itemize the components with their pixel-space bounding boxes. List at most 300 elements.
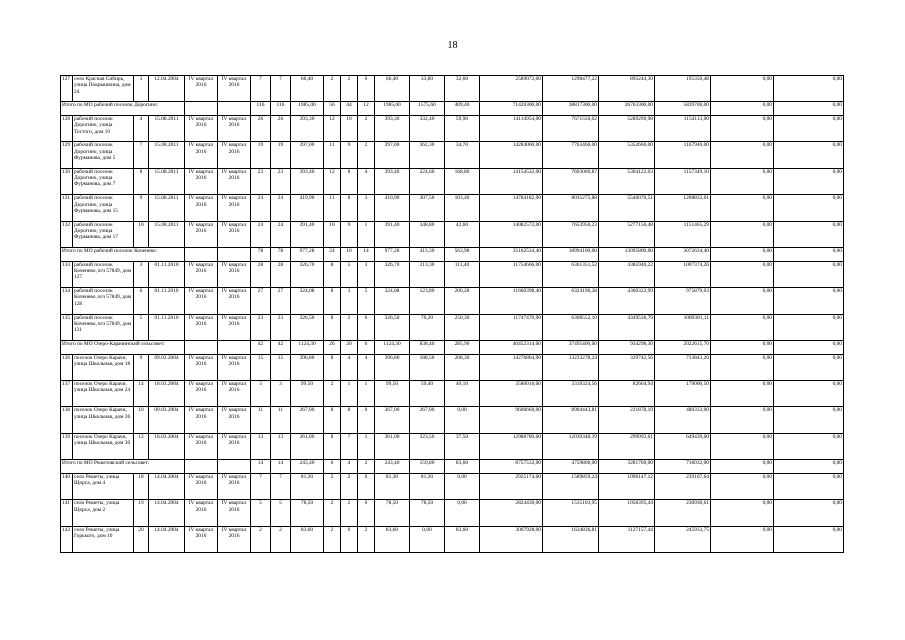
cost-total-cell: 2589072,00 [480, 76, 543, 102]
housing-register-table [60, 75, 844, 553]
municipal-apartments-cell: 2 [341, 473, 358, 499]
apartments-count-cell: 3 [251, 380, 271, 406]
area-private-cell: 59,90 [445, 116, 480, 142]
area-total-cell: 396,80 [291, 354, 324, 380]
subtotal-label-cell: Итого по МО Решетовский сельсовет: [61, 460, 185, 474]
address-cell: поселок Озеро Карачи, улица Школьная, дом 24 [73, 380, 134, 406]
apartments-count-cell: 28 [251, 261, 271, 287]
empty-cell [218, 248, 251, 262]
area-municipal-cell: 159,80 [410, 460, 445, 474]
date-cell: 15.08.2011 [149, 168, 185, 194]
table-row [61, 288, 844, 314]
area-municipal-cell: 1575,60 [410, 102, 445, 116]
local-budget-cell: 1167940,00 [655, 142, 711, 168]
resettled-apartments-cell: 24 [324, 248, 341, 262]
regional-budget-cell: 5289290,98 [599, 116, 655, 142]
row-number-cell: 139 [61, 433, 73, 459]
area-resettled-cell: 326,50 [375, 314, 410, 340]
extra-2-cell: 0,00 [774, 407, 844, 433]
actual-quarter-cell: IV квартал 2016 [218, 116, 251, 142]
cost-total-cell: 3007928,00 [480, 526, 543, 552]
apartments-count-cell: 7 [251, 473, 271, 499]
private-apartments-cell: 2 [358, 460, 375, 474]
fund-contribution-cell: 6324196,38 [543, 288, 599, 314]
area-resettled-cell: 393,40 [375, 168, 410, 194]
doc-number-cell: 7 [134, 142, 149, 168]
area-private-cell: 563,98 [445, 248, 480, 262]
extra-1-cell: 0,00 [711, 473, 774, 499]
planned-quarter-cell: IV квартал 2016 [185, 407, 218, 433]
resettled-apartments-cell: 8 [324, 354, 341, 380]
fund-contribution-cell: 18994100,00 [543, 248, 599, 262]
area-municipal-cell: 413,30 [410, 248, 445, 262]
apartments-count-cell: 15 [251, 354, 271, 380]
date-cell: 15.08.2011 [149, 116, 185, 142]
area-resettled-cell: 326,70 [375, 261, 410, 287]
actual-quarter-cell: IV квартал 2016 [218, 142, 251, 168]
area-resettled-cell: 977,28 [375, 248, 410, 262]
residents-count-cell: 7 [271, 76, 291, 102]
actual-quarter-cell: IV квартал 2016 [218, 380, 251, 406]
extra-1-cell: 0,00 [711, 340, 774, 354]
private-apartments-cell: 12 [358, 102, 375, 116]
actual-quarter-cell: IV квартал 2016 [218, 473, 251, 499]
residents-count-cell: 13 [271, 433, 291, 459]
cost-total-cell: 3580010,00 [480, 380, 543, 406]
private-apartments-cell: 1 [358, 433, 375, 459]
address-cell: рабочий поселок Коченево, в/ч 57849, дом 127 [73, 261, 134, 287]
apartments-count-cell: 24 [251, 195, 271, 221]
date-cell: 15.08.2011 [149, 195, 185, 221]
regional-budget-cell: 329742,56 [599, 354, 655, 380]
table-row [61, 500, 844, 526]
fund-contribution-cell: 12039348,39 [543, 433, 599, 459]
empty-cell [218, 102, 251, 116]
actual-quarter-cell: IV квартал 2016 [218, 221, 251, 247]
area-total-cell: 391,40 [291, 221, 324, 247]
fund-contribution-cell: 37495400,00 [543, 340, 599, 354]
fund-contribution-cell: 7763460,00 [543, 142, 599, 168]
local-budget-cell: 195350,48 [655, 76, 711, 102]
address-cell: село Решеты, улица Горького, дом 10 [73, 526, 134, 552]
private-apartments-cell: 2 [358, 142, 375, 168]
area-total-cell: 324,08 [291, 288, 324, 314]
residents-count-cell: 116 [271, 102, 291, 116]
planned-quarter-cell: IV квартал 2016 [185, 142, 218, 168]
cost-total-cell: 14784182,00 [480, 195, 543, 221]
row-number-cell: 136 [61, 354, 73, 380]
extra-2-cell: 0,00 [774, 248, 844, 262]
area-resettled-cell: 81,30 [375, 473, 410, 499]
area-resettled-cell: 99,50 [375, 380, 410, 406]
private-apartments-cell: 0 [358, 76, 375, 102]
cost-total-cell: 8757532,00 [480, 460, 543, 474]
extra-2-cell: 0,00 [774, 460, 844, 474]
area-total-cell: 410,90 [291, 195, 324, 221]
local-budget-cell: 1157349,10 [655, 168, 711, 194]
row-number-cell: 132 [61, 221, 73, 247]
extra-1-cell: 0,00 [711, 314, 774, 340]
empty-cell [185, 248, 218, 262]
private-apartments-cell: 2 [358, 116, 375, 142]
area-total-cell: 66,40 [291, 76, 324, 102]
cost-total-cell: 14114954,00 [480, 116, 543, 142]
municipal-apartments-cell: 44 [341, 102, 358, 116]
fund-contribution-cell: 6361351,52 [543, 261, 599, 287]
municipal-apartments-cell: 0 [341, 526, 358, 552]
area-municipal-cell: 33,80 [410, 76, 445, 102]
local-budget-cell: 1007374,26 [655, 261, 711, 287]
resettled-apartments-cell: 8 [324, 261, 341, 287]
area-municipal-cell: 188,50 [410, 354, 445, 380]
area-total-cell: 977,28 [291, 248, 324, 262]
area-total-cell: 326,70 [291, 261, 324, 287]
private-apartments-cell: 0 [358, 473, 375, 499]
apartments-count-cell: 14 [251, 460, 271, 474]
doc-number-cell: 18 [134, 473, 149, 499]
date-cell: 09.03.2004 [149, 407, 185, 433]
fund-contribution-cell: 1589859,24 [543, 473, 599, 499]
area-private-cell: 168,80 [445, 168, 480, 194]
apartments-count-cell: 13 [251, 433, 271, 459]
table-row [61, 116, 844, 142]
area-private-cell: 42,60 [445, 221, 480, 247]
doc-number-cell: 5 [134, 314, 149, 340]
municipal-apartments-cell: 9 [341, 142, 358, 168]
address-cell: поселок Озеро Карачи, улица Школьная, дом 18 [73, 354, 134, 380]
actual-quarter-cell: IV квартал 2016 [218, 407, 251, 433]
date-cell: 14.04.2004 [149, 526, 185, 552]
municipal-apartments-cell: 1 [341, 380, 358, 406]
area-municipal-cell: 213,30 [410, 261, 445, 287]
page-number: 18 [447, 40, 458, 51]
regional-budget-cell: 5277156,48 [599, 221, 655, 247]
regional-budget-cell: 221878,19 [599, 407, 655, 433]
actual-quarter-cell: IV квартал 2016 [218, 354, 251, 380]
residents-count-cell: 5 [271, 500, 291, 526]
cost-total-cell: 14154532,00 [480, 168, 543, 194]
local-budget-cell: 649439,00 [655, 433, 711, 459]
residents-count-cell: 28 [271, 261, 291, 287]
planned-quarter-cell: IV квартал 2016 [185, 433, 218, 459]
area-resettled-cell: 324,08 [375, 288, 410, 314]
local-budget-cell: 179000,50 [655, 380, 711, 406]
date-cell: 01.11.2010 [149, 288, 185, 314]
extra-1-cell: 0,00 [711, 195, 774, 221]
area-municipal-cell: 838,40 [410, 340, 445, 354]
resettled-apartments-cell: 2 [324, 500, 341, 526]
private-apartments-cell: 1 [358, 380, 375, 406]
doc-number-cell: 10 [134, 407, 149, 433]
subtotal-label-cell: Итого по МО Озеро-Карачинский сельсовет: [61, 340, 185, 354]
extra-1-cell: 0,00 [711, 433, 774, 459]
row-number-cell: 140 [61, 473, 73, 499]
apartments-count-cell: 23 [251, 314, 271, 340]
extra-2-cell: 0,00 [774, 340, 844, 354]
cost-total-cell: 2925174,00 [480, 473, 543, 499]
extra-1-cell: 0,00 [711, 76, 774, 102]
apartments-count-cell: 27 [251, 288, 271, 314]
fund-contribution-cell: 6308552,10 [543, 314, 599, 340]
planned-quarter-cell: IV квартал 2016 [185, 221, 218, 247]
cost-total-cell: 9606660,00 [480, 407, 543, 433]
resettled-apartments-cell: 12 [324, 116, 341, 142]
extra-1-cell: 0,00 [711, 288, 774, 314]
extra-1-cell: 0,00 [711, 354, 774, 380]
extra-1-cell: 0,00 [711, 500, 774, 526]
date-cell: 15.08.2011 [149, 221, 185, 247]
area-municipal-cell: 267,00 [410, 407, 445, 433]
date-cell: 01.11.2010 [149, 314, 185, 340]
private-apartments-cell: 5 [358, 288, 375, 314]
cost-total-cell: 11747470,00 [480, 314, 543, 340]
municipal-apartments-cell: 7 [341, 433, 358, 459]
fund-contribution-cell: 7653950,23 [543, 221, 599, 247]
actual-quarter-cell: IV квартал 2016 [218, 288, 251, 314]
empty-cell [185, 340, 218, 354]
extra-2-cell: 0,00 [774, 221, 844, 247]
actual-quarter-cell: IV квартал 2016 [218, 76, 251, 102]
extra-2-cell: 0,00 [774, 473, 844, 499]
row-number-cell: 135 [61, 314, 73, 340]
resettled-apartments-cell: 10 [324, 221, 341, 247]
subtotal-row [61, 460, 844, 474]
area-municipal-cell: 81,30 [410, 473, 445, 499]
private-apartments-cell: 4 [358, 354, 375, 380]
row-number-cell: 127 [61, 76, 73, 102]
extra-1-cell: 0,00 [711, 221, 774, 247]
resettled-apartments-cell: 2 [324, 76, 341, 102]
municipal-apartments-cell: 20 [341, 340, 358, 354]
fund-contribution-cell: 13233278,24 [543, 354, 599, 380]
municipal-apartments-cell: 8 [341, 195, 358, 221]
fund-contribution-cell: 1634836,81 [543, 526, 599, 552]
private-apartments-cell: 6 [358, 314, 375, 340]
actual-quarter-cell: IV квартал 2016 [218, 526, 251, 552]
private-apartments-cell: 6 [358, 340, 375, 354]
area-private-cell: 250,30 [445, 314, 480, 340]
extra-2-cell: 0,00 [774, 261, 844, 287]
extra-1-cell: 0,00 [711, 102, 774, 116]
regional-budget-cell: 13095800,00 [599, 248, 655, 262]
address-cell: рабочий поселок Дорогино, улица Фурманова, дом 17 [73, 221, 134, 247]
address-cell: рабочий поселок Коченево, в/ч 57849, дом 131 [73, 314, 134, 340]
table-row [61, 380, 844, 406]
doc-number-cell: 4 [134, 116, 149, 142]
area-private-cell: 103,40 [445, 195, 480, 221]
cost-total-cell: 71420300,00 [480, 102, 543, 116]
regional-budget-cell: 5540070,51 [599, 195, 655, 221]
extra-2-cell: 0,00 [774, 500, 844, 526]
resettled-apartments-cell: 6 [324, 460, 341, 474]
date-cell: 12.04.2004 [149, 76, 185, 102]
area-resettled-cell: 410,90 [375, 195, 410, 221]
regional-budget-cell: 934298,30 [599, 340, 655, 354]
residents-count-cell: 7 [271, 473, 291, 499]
empty-cell [218, 460, 251, 474]
area-private-cell: 37,50 [445, 433, 480, 459]
cost-total-cell: 11660398,40 [480, 288, 543, 314]
municipal-apartments-cell: 2 [341, 314, 358, 340]
area-private-cell: 285,90 [445, 340, 480, 354]
area-total-cell: 326,50 [291, 314, 324, 340]
cost-total-cell: 2824430,00 [480, 500, 543, 526]
resettled-apartments-cell: 8 [324, 433, 341, 459]
residents-count-cell: 3 [271, 380, 291, 406]
local-budget-cell: 3072634,40 [655, 248, 711, 262]
doc-number-cell: 19 [134, 500, 149, 526]
municipal-apartments-cell: 9 [341, 221, 358, 247]
fund-contribution-cell: 8035275,88 [543, 195, 599, 221]
area-private-cell: 34,70 [445, 142, 480, 168]
regional-budget-cell: 1058395,44 [599, 500, 655, 526]
area-total-cell: 1124,30 [291, 340, 324, 354]
cost-total-cell: 40452314,00 [480, 340, 543, 354]
extra-1-cell: 0,00 [711, 526, 774, 552]
private-apartments-cell: 3 [358, 261, 375, 287]
area-private-cell: 0,00 [445, 500, 480, 526]
extra-2-cell: 0,00 [774, 168, 844, 194]
row-number-cell: 137 [61, 380, 73, 406]
regional-budget-cell: 1127157,44 [599, 526, 655, 552]
doc-number-cell: 9 [134, 195, 149, 221]
area-private-cell: 200,28 [445, 288, 480, 314]
address-cell: рабочий поселок Коченево, в/ч 57849, дом 128 [73, 288, 134, 314]
residents-count-cell: 11 [271, 407, 291, 433]
date-cell: 09.03.2004 [149, 354, 185, 380]
area-resettled-cell: 66,40 [375, 76, 410, 102]
fund-contribution-cell: 3318324,56 [543, 380, 599, 406]
table-row [61, 261, 844, 287]
extra-1-cell: 0,00 [711, 261, 774, 287]
fund-contribution-cell: 38817300,00 [543, 102, 599, 116]
residents-count-cell: 26 [271, 116, 291, 142]
area-resettled-cell: 243,40 [375, 460, 410, 474]
fund-contribution-cell: 1535103,95 [543, 500, 599, 526]
municipal-apartments-cell: 8 [341, 168, 358, 194]
area-private-cell: 83,60 [445, 526, 480, 552]
date-cell: 18.03.2004 [149, 380, 185, 406]
planned-quarter-cell: IV квартал 2016 [185, 314, 218, 340]
municipal-apartments-cell: 4 [341, 354, 358, 380]
local-budget-cell: 713843,20 [655, 354, 711, 380]
cost-total-cell: 14082572,00 [480, 221, 543, 247]
resettled-apartments-cell: 11 [324, 142, 341, 168]
local-budget-cell: 975879,03 [655, 288, 711, 314]
doc-number-cell: 6 [134, 288, 149, 314]
regional-budget-cell: 895244,30 [599, 76, 655, 102]
row-number-cell: 141 [61, 500, 73, 526]
extra-2-cell: 0,00 [774, 288, 844, 314]
regional-budget-cell: 1096147,12 [599, 473, 655, 499]
extra-1-cell: 0,00 [711, 116, 774, 142]
actual-quarter-cell: IV квартал 2016 [218, 195, 251, 221]
residents-count-cell: 78 [271, 248, 291, 262]
actual-quarter-cell: IV квартал 2016 [218, 314, 251, 340]
area-resettled-cell: 267,00 [375, 407, 410, 433]
extra-1-cell: 0,00 [711, 248, 774, 262]
apartments-count-cell: 26 [251, 116, 271, 142]
area-municipal-cell: 123,80 [410, 288, 445, 314]
municipal-apartments-cell: 3 [341, 288, 358, 314]
address-cell: рабочий поселок Дорогино, улица Тостого, дом 10 [73, 116, 134, 142]
area-resettled-cell: 396,80 [375, 354, 410, 380]
area-municipal-cell: 362,30 [410, 142, 445, 168]
regional-budget-cell: 5352660,00 [599, 142, 655, 168]
resettled-apartments-cell: 8 [324, 288, 341, 314]
extra-2-cell: 0,00 [774, 116, 844, 142]
regional-budget-cell: 3281700,00 [599, 460, 655, 474]
apartments-count-cell: 5 [251, 500, 271, 526]
fund-contribution-cell: 1298477,22 [543, 76, 599, 102]
row-number-cell: 138 [61, 407, 73, 433]
area-total-cell: 267,00 [291, 407, 324, 433]
doc-number-cell: 20 [134, 526, 149, 552]
local-budget-cell: 1208832,61 [655, 195, 711, 221]
local-budget-cell: 1151465,29 [655, 221, 711, 247]
residents-count-cell: 19 [271, 142, 291, 168]
date-cell: 14.04.2004 [149, 500, 185, 526]
doc-number-cell: 10 [134, 221, 149, 247]
table-row [61, 526, 844, 552]
area-municipal-cell: 0,00 [410, 526, 445, 552]
extra-1-cell: 0,00 [711, 460, 774, 474]
area-total-cell: 393,30 [291, 116, 324, 142]
subtotal-label-cell: Итого по МО рабочий поселок Дорогино: [61, 102, 185, 116]
extra-1-cell: 0,00 [711, 142, 774, 168]
extra-1-cell: 0,00 [711, 168, 774, 194]
private-apartments-cell: 0 [358, 500, 375, 526]
resettled-apartments-cell: 26 [324, 340, 341, 354]
address-cell: рабочий поселок Дорогино, улица Фурманова, дом 15 [73, 195, 134, 221]
table-row [61, 354, 844, 380]
row-number-cell: 128 [61, 116, 73, 142]
address-cell: село Решеты, улица Щорса, дом 4 [73, 473, 134, 499]
municipal-apartments-cell: 10 [341, 248, 358, 262]
private-apartments-cell: 4 [358, 168, 375, 194]
municipal-apartments-cell: 2 [341, 76, 358, 102]
extra-2-cell: 0,00 [774, 354, 844, 380]
row-number-cell: 131 [61, 195, 73, 221]
private-apartments-cell: 2 [358, 526, 375, 552]
area-private-cell: 0,00 [445, 407, 480, 433]
table-row [61, 221, 844, 247]
area-total-cell: 243,40 [291, 460, 324, 474]
apartments-count-cell: 42 [251, 340, 271, 354]
area-private-cell: 0,00 [445, 473, 480, 499]
area-total-cell: 81,30 [291, 473, 324, 499]
residents-count-cell: 27 [271, 288, 291, 314]
actual-quarter-cell: IV квартал 2016 [218, 433, 251, 459]
date-cell: 01.11.2010 [149, 261, 185, 287]
area-total-cell: 361,00 [291, 433, 324, 459]
fund-contribution-cell: 7693060,87 [543, 168, 599, 194]
apartments-count-cell: 19 [251, 142, 271, 168]
municipal-apartments-cell: 8 [341, 407, 358, 433]
apartments-count-cell: 24 [251, 221, 271, 247]
apartments-count-cell: 2 [251, 526, 271, 552]
area-municipal-cell: 59,40 [410, 380, 445, 406]
area-resettled-cell: 1985,00 [375, 102, 410, 116]
extra-1-cell: 0,00 [711, 407, 774, 433]
fund-contribution-cell: 4759800,00 [543, 460, 599, 474]
regional-budget-cell: 5304122,03 [599, 168, 655, 194]
table-row [61, 407, 844, 433]
table-row [61, 168, 844, 194]
extra-2-cell: 0,00 [774, 526, 844, 552]
planned-quarter-cell: IV квартал 2016 [185, 380, 218, 406]
apartments-count-cell: 23 [251, 168, 271, 194]
